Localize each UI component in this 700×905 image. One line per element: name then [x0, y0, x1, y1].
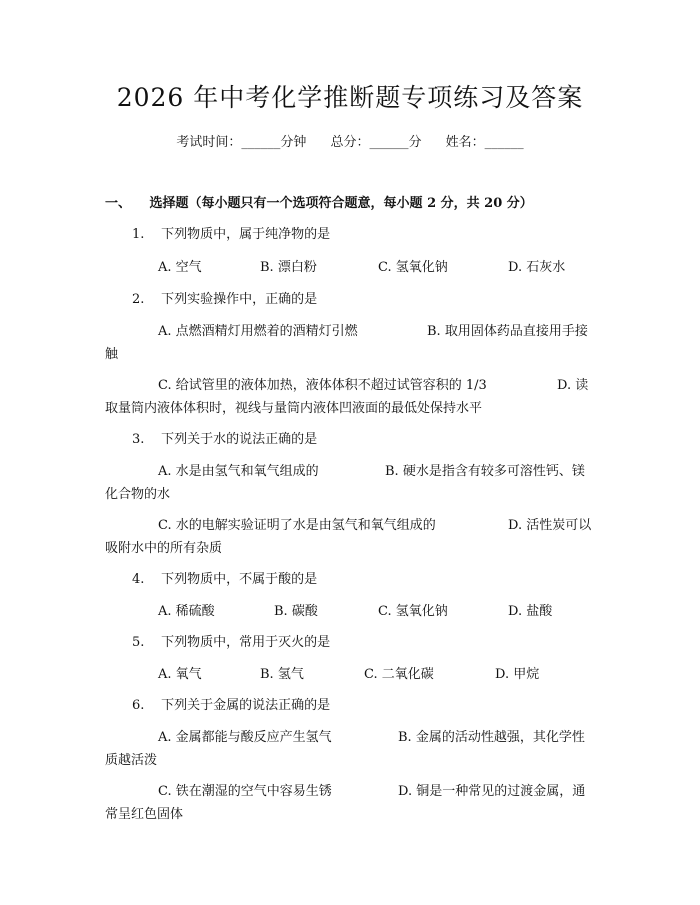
section-heading: [105, 192, 533, 211]
option-5b: B. 氢气: [260, 667, 304, 682]
option-2a: A. 点燃酒精灯用燃着的酒精灯引燃: [158, 324, 358, 339]
option-1a: A. 空气: [158, 260, 202, 275]
question-number: 5.: [132, 635, 145, 650]
option-6d-line1: D. 铜是一种常见的过渡金属，通: [398, 784, 586, 799]
option-4b: B. 碳酸: [274, 604, 318, 619]
option-4d: D. 盐酸: [508, 604, 553, 619]
option-2d-line1: D. 读: [557, 378, 589, 393]
option-5c: C. 二氧化碳: [364, 667, 434, 682]
option-4c: C. 氢氧化钠: [378, 604, 448, 619]
page-title: 2026 年中考化学推断题专项练习及答案: [116, 83, 584, 112]
exam-time: 考试时间：______分钟: [176, 135, 307, 150]
section-label: 选择题（每小题只有一个选项符合题意，每小题 2 分，共 20 分）: [149, 196, 533, 211]
option-3b-line2: 化合物的水: [105, 487, 171, 502]
question-text: 下列实验操作中，正确的是: [161, 292, 318, 307]
option-3c: C. 水的电解实验证明了水是由氢气和氧气组成的: [158, 518, 436, 533]
option-6b-line2: 质越活泼: [105, 753, 158, 768]
option-5d: D. 甲烷: [495, 667, 540, 682]
question-text: 下列物质中，属于纯净物的是: [161, 227, 331, 242]
option-6b-line1: B. 金属的活动性越强，其化学性: [398, 730, 585, 745]
option-3d-line1: D. 活性炭可以: [508, 518, 592, 533]
question-number: 1.: [132, 227, 145, 242]
question-4: [132, 568, 317, 587]
option-3b-line1: B. 硬水是指含有较多可溶性钙、镁: [385, 464, 585, 479]
question-number: 2.: [132, 292, 145, 307]
exam-score: 总分：______分: [330, 135, 422, 150]
question-text: 下列关于金属的说法正确的是: [161, 698, 331, 713]
question-6: [132, 694, 330, 713]
question-1: [132, 223, 330, 242]
question-text: 下列关于水的说法正确的是: [161, 432, 318, 447]
question-text: 下列物质中，常用于灭火的是: [161, 635, 331, 650]
question-5: [132, 631, 330, 650]
question-number: 4.: [132, 572, 145, 587]
option-2b-line2: 触: [105, 347, 119, 362]
exam-meta: [0, 131, 700, 150]
question-number: 3.: [132, 432, 145, 447]
option-6a: A. 金属都能与酸反应产生氢气: [158, 730, 332, 745]
option-6c: C. 铁在潮湿的空气中容易生锈: [158, 784, 332, 799]
question-text: 下列物质中，不属于酸的是: [161, 572, 318, 587]
question-3: [132, 428, 317, 447]
option-5a: A. 氧气: [158, 667, 202, 682]
option-2d-line2: 取量筒内液体体积时，视线与量筒内液体凹液面的最低处保持水平: [105, 401, 483, 416]
option-1b: B. 漂白粉: [260, 260, 317, 275]
student-name: 姓名：______: [445, 135, 524, 150]
option-2c: C. 给试管里的液体加热，液体体积不超过试管容积的 1/3: [158, 378, 487, 393]
question-2: [132, 288, 317, 307]
section-number: 一、: [105, 196, 132, 211]
question-number: 6.: [132, 698, 145, 713]
option-4a: A. 稀硫酸: [158, 604, 215, 619]
option-2b-line1: B. 取用固体药品直接用手接: [427, 324, 588, 339]
option-1d: D. 石灰水: [508, 260, 566, 275]
option-6d-line2: 常呈红色固体: [105, 807, 184, 822]
option-3a: A. 水是由氢气和氧气组成的: [158, 464, 319, 479]
option-3d-line2: 吸附水中的所有杂质: [105, 541, 223, 556]
option-1c: C. 氢氧化钠: [378, 260, 448, 275]
